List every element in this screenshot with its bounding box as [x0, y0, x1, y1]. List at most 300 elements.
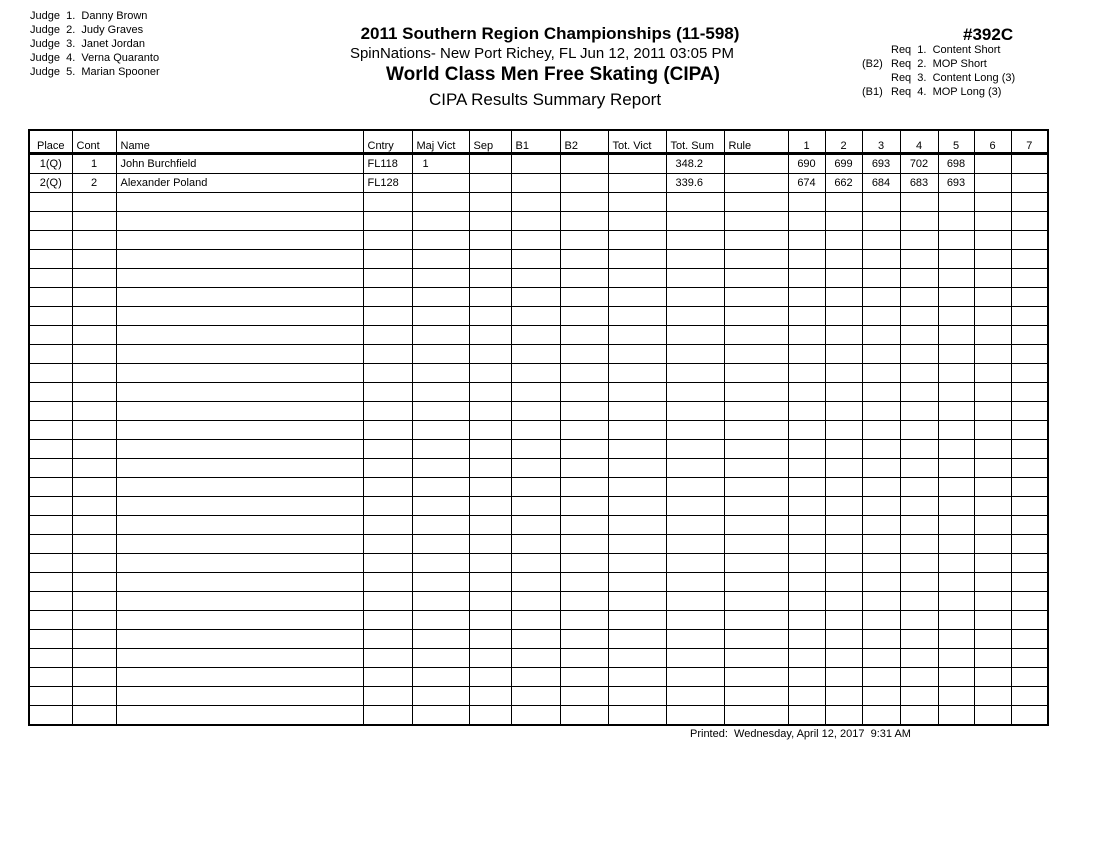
cell-cntry: FL128 — [363, 174, 412, 193]
empty-table-row — [29, 440, 1048, 459]
cell-judge-2: 699 — [825, 154, 862, 174]
venue-line: SpinNations- New Port Richey, FL Jun 12, 2011 03:05 PM — [349, 45, 735, 62]
empty-cell — [724, 212, 788, 231]
requirement-prefix: (B2) — [862, 58, 883, 70]
empty-cell — [363, 649, 412, 668]
empty-cell — [724, 440, 788, 459]
empty-cell — [511, 193, 560, 212]
empty-cell — [666, 440, 724, 459]
empty-cell — [724, 459, 788, 478]
empty-cell — [29, 706, 72, 726]
empty-cell — [608, 364, 666, 383]
empty-table-row — [29, 630, 1048, 649]
empty-cell — [1011, 649, 1048, 668]
empty-cell — [862, 554, 900, 573]
empty-cell — [560, 269, 608, 288]
judge-name: Janet Jordan — [81, 38, 145, 50]
empty-cell — [666, 212, 724, 231]
empty-cell — [363, 250, 412, 269]
empty-table-row — [29, 478, 1048, 497]
empty-cell — [469, 592, 511, 611]
empty-cell — [788, 345, 825, 364]
empty-cell — [1011, 250, 1048, 269]
empty-cell — [469, 345, 511, 364]
empty-cell — [788, 402, 825, 421]
empty-cell — [788, 440, 825, 459]
empty-cell — [29, 193, 72, 212]
cell-b1 — [511, 154, 560, 174]
empty-cell — [469, 212, 511, 231]
empty-cell — [938, 193, 974, 212]
empty-cell — [938, 307, 974, 326]
empty-cell — [469, 649, 511, 668]
col-header-judge-3: 3 — [862, 130, 900, 154]
empty-cell — [116, 421, 363, 440]
empty-cell — [1011, 535, 1048, 554]
empty-cell — [608, 288, 666, 307]
empty-cell — [938, 516, 974, 535]
empty-cell — [724, 402, 788, 421]
empty-cell — [825, 231, 862, 250]
empty-cell — [974, 497, 1011, 516]
cell-b2 — [560, 154, 608, 174]
empty-cell — [1011, 592, 1048, 611]
empty-cell — [938, 364, 974, 383]
empty-cell — [72, 288, 116, 307]
empty-cell — [469, 478, 511, 497]
empty-cell — [666, 231, 724, 250]
empty-cell — [608, 193, 666, 212]
empty-cell — [511, 573, 560, 592]
empty-cell — [363, 516, 412, 535]
empty-cell — [724, 288, 788, 307]
empty-cell — [724, 611, 788, 630]
empty-cell — [938, 687, 974, 706]
empty-cell — [825, 250, 862, 269]
empty-cell — [363, 497, 412, 516]
empty-table-row — [29, 554, 1048, 573]
empty-cell — [560, 687, 608, 706]
empty-cell — [862, 573, 900, 592]
empty-cell — [1011, 497, 1048, 516]
empty-cell — [608, 307, 666, 326]
col-header-b1: B1 — [511, 130, 560, 154]
requirement-label: Req 1. Content Short — [891, 44, 1001, 56]
empty-cell — [412, 440, 469, 459]
empty-table-row — [29, 288, 1048, 307]
judge-name: Marian Spooner — [81, 66, 160, 78]
empty-cell — [560, 592, 608, 611]
empty-cell — [666, 573, 724, 592]
empty-cell — [363, 535, 412, 554]
empty-cell — [412, 516, 469, 535]
empty-cell — [974, 478, 1011, 497]
empty-cell — [29, 459, 72, 478]
empty-cell — [862, 611, 900, 630]
empty-cell — [29, 440, 72, 459]
empty-cell — [511, 250, 560, 269]
empty-cell — [788, 649, 825, 668]
empty-cell — [974, 307, 1011, 326]
empty-cell — [608, 516, 666, 535]
empty-cell — [825, 630, 862, 649]
empty-cell — [412, 269, 469, 288]
judge-entry — [30, 23, 160, 37]
empty-cell — [469, 193, 511, 212]
empty-cell — [938, 421, 974, 440]
empty-cell — [900, 440, 938, 459]
empty-cell — [1011, 668, 1048, 687]
empty-cell — [511, 687, 560, 706]
empty-cell — [666, 307, 724, 326]
empty-cell — [1011, 269, 1048, 288]
empty-cell — [511, 706, 560, 726]
empty-cell — [72, 250, 116, 269]
col-header-tot-vict: Tot. Vict — [608, 130, 666, 154]
empty-cell — [560, 212, 608, 231]
empty-cell — [862, 687, 900, 706]
empty-cell — [29, 231, 72, 250]
empty-cell — [862, 212, 900, 231]
empty-table-row — [29, 345, 1048, 364]
empty-cell — [363, 459, 412, 478]
empty-cell — [412, 592, 469, 611]
empty-cell — [938, 250, 974, 269]
empty-cell — [560, 459, 608, 478]
empty-table-row — [29, 535, 1048, 554]
empty-cell — [862, 592, 900, 611]
col-header-sep: Sep — [469, 130, 511, 154]
empty-cell — [469, 668, 511, 687]
empty-cell — [363, 383, 412, 402]
cell-tot-vict — [608, 154, 666, 174]
empty-cell — [363, 288, 412, 307]
empty-cell — [511, 668, 560, 687]
empty-cell — [560, 193, 608, 212]
empty-cell — [511, 402, 560, 421]
empty-cell — [29, 649, 72, 668]
empty-cell — [412, 554, 469, 573]
cell-name: Alexander Poland — [116, 174, 363, 193]
empty-cell — [116, 611, 363, 630]
empty-cell — [1011, 611, 1048, 630]
empty-cell — [412, 459, 469, 478]
empty-cell — [560, 535, 608, 554]
empty-cell — [938, 592, 974, 611]
empty-cell — [560, 326, 608, 345]
empty-cell — [511, 649, 560, 668]
cell-b2 — [560, 174, 608, 193]
empty-cell — [29, 307, 72, 326]
empty-cell — [469, 535, 511, 554]
empty-cell — [862, 706, 900, 726]
empty-cell — [974, 554, 1011, 573]
empty-cell — [560, 649, 608, 668]
empty-table-row — [29, 193, 1048, 212]
empty-cell — [825, 364, 862, 383]
col-header-place: Place — [29, 130, 72, 154]
empty-cell — [938, 231, 974, 250]
empty-cell — [29, 383, 72, 402]
empty-cell — [825, 459, 862, 478]
empty-cell — [72, 630, 116, 649]
empty-cell — [29, 554, 72, 573]
empty-cell — [862, 383, 900, 402]
empty-cell — [825, 345, 862, 364]
empty-cell — [862, 307, 900, 326]
empty-cell — [788, 687, 825, 706]
empty-cell — [666, 478, 724, 497]
empty-cell — [412, 535, 469, 554]
empty-cell — [511, 630, 560, 649]
empty-cell — [788, 193, 825, 212]
empty-cell — [72, 421, 116, 440]
empty-cell — [560, 668, 608, 687]
empty-cell — [825, 649, 862, 668]
empty-cell — [412, 326, 469, 345]
empty-cell — [560, 383, 608, 402]
empty-cell — [608, 649, 666, 668]
empty-cell — [363, 402, 412, 421]
empty-cell — [29, 250, 72, 269]
empty-cell — [724, 478, 788, 497]
empty-cell — [72, 535, 116, 554]
empty-cell — [116, 478, 363, 497]
empty-cell — [900, 478, 938, 497]
empty-cell — [116, 250, 363, 269]
empty-cell — [412, 402, 469, 421]
empty-cell — [825, 497, 862, 516]
empty-cell — [1011, 193, 1048, 212]
empty-cell — [72, 193, 116, 212]
empty-cell — [825, 269, 862, 288]
empty-cell — [412, 193, 469, 212]
empty-cell — [116, 516, 363, 535]
empty-cell — [469, 554, 511, 573]
empty-cell — [974, 706, 1011, 726]
empty-cell — [825, 440, 862, 459]
empty-cell — [469, 459, 511, 478]
empty-cell — [560, 402, 608, 421]
empty-cell — [862, 288, 900, 307]
empty-cell — [363, 231, 412, 250]
empty-cell — [511, 592, 560, 611]
empty-cell — [72, 573, 116, 592]
empty-cell — [788, 573, 825, 592]
cell-maj-vict — [412, 174, 469, 193]
empty-cell — [29, 345, 72, 364]
empty-cell — [900, 402, 938, 421]
empty-cell — [900, 383, 938, 402]
empty-cell — [608, 630, 666, 649]
empty-cell — [974, 212, 1011, 231]
empty-cell — [938, 611, 974, 630]
empty-cell — [469, 497, 511, 516]
empty-cell — [825, 307, 862, 326]
empty-cell — [608, 611, 666, 630]
col-header-judge-1: 1 — [788, 130, 825, 154]
cell-judge-7 — [1011, 174, 1048, 193]
empty-cell — [724, 307, 788, 326]
empty-cell — [29, 535, 72, 554]
empty-cell — [724, 231, 788, 250]
empty-cell — [116, 687, 363, 706]
empty-cell — [511, 478, 560, 497]
empty-cell — [560, 630, 608, 649]
empty-cell — [862, 516, 900, 535]
empty-cell — [560, 345, 608, 364]
empty-cell — [788, 516, 825, 535]
empty-cell — [938, 212, 974, 231]
empty-cell — [469, 231, 511, 250]
cell-rule — [724, 154, 788, 174]
col-header-cntry: Cntry — [363, 130, 412, 154]
empty-cell — [862, 535, 900, 554]
empty-cell — [1011, 687, 1048, 706]
empty-cell — [974, 687, 1011, 706]
empty-cell — [560, 440, 608, 459]
empty-cell — [560, 307, 608, 326]
empty-cell — [29, 212, 72, 231]
empty-cell — [412, 630, 469, 649]
empty-cell — [900, 250, 938, 269]
empty-cell — [825, 212, 862, 231]
empty-cell — [938, 497, 974, 516]
empty-cell — [1011, 212, 1048, 231]
requirement-label: Req 4. MOP Long (3) — [891, 86, 1002, 98]
empty-table-row — [29, 364, 1048, 383]
empty-cell — [974, 611, 1011, 630]
col-header-maj-vict: Maj Vict — [412, 130, 469, 154]
empty-cell — [116, 535, 363, 554]
empty-cell — [363, 573, 412, 592]
empty-cell — [72, 554, 116, 573]
empty-cell — [938, 345, 974, 364]
empty-table-row — [29, 459, 1048, 478]
empty-cell — [900, 212, 938, 231]
empty-cell — [666, 326, 724, 345]
empty-cell — [825, 288, 862, 307]
empty-table-row — [29, 592, 1048, 611]
empty-cell — [900, 630, 938, 649]
empty-cell — [29, 611, 72, 630]
empty-cell — [72, 364, 116, 383]
empty-cell — [825, 402, 862, 421]
empty-cell — [724, 497, 788, 516]
empty-cell — [974, 440, 1011, 459]
printed-timestamp: Printed: Wednesday, April 12, 2017 9:31 AM — [690, 728, 911, 740]
empty-cell — [29, 478, 72, 497]
cell-cntry: FL118 — [363, 154, 412, 174]
empty-cell — [825, 611, 862, 630]
cell-cont: 1 — [72, 154, 116, 174]
empty-cell — [1011, 307, 1048, 326]
empty-cell — [900, 687, 938, 706]
requirement-entry — [862, 43, 1015, 57]
empty-table-row — [29, 212, 1048, 231]
empty-cell — [608, 383, 666, 402]
empty-cell — [116, 364, 363, 383]
empty-cell — [974, 573, 1011, 592]
empty-cell — [608, 440, 666, 459]
empty-cell — [666, 193, 724, 212]
empty-cell — [788, 535, 825, 554]
empty-cell — [724, 326, 788, 345]
empty-cell — [666, 364, 724, 383]
table-row — [29, 154, 1048, 174]
empty-cell — [666, 459, 724, 478]
empty-cell — [938, 649, 974, 668]
empty-cell — [72, 345, 116, 364]
empty-cell — [666, 706, 724, 726]
empty-cell — [1011, 345, 1048, 364]
cell-place: 1(Q) — [29, 154, 72, 174]
cell-tot-vict — [608, 174, 666, 193]
empty-cell — [511, 459, 560, 478]
report-name: CIPA Results Summary Report — [428, 90, 662, 109]
col-header-judge-5: 5 — [938, 130, 974, 154]
empty-cell — [938, 440, 974, 459]
empty-cell — [560, 554, 608, 573]
empty-cell — [511, 364, 560, 383]
empty-cell — [900, 269, 938, 288]
empty-table-row — [29, 307, 1048, 326]
empty-cell — [469, 630, 511, 649]
cell-tot-sum: 339.6 — [666, 174, 724, 193]
empty-cell — [862, 440, 900, 459]
empty-cell — [608, 269, 666, 288]
judge-entry — [30, 37, 160, 51]
empty-cell — [72, 668, 116, 687]
empty-cell — [1011, 421, 1048, 440]
empty-cell — [938, 630, 974, 649]
empty-cell — [511, 326, 560, 345]
empty-cell — [116, 383, 363, 402]
col-header-name: Name — [116, 130, 363, 154]
col-header-judge-2: 2 — [825, 130, 862, 154]
empty-cell — [412, 668, 469, 687]
empty-cell — [469, 573, 511, 592]
empty-cell — [608, 573, 666, 592]
empty-cell — [724, 421, 788, 440]
cell-judge-7 — [1011, 154, 1048, 174]
empty-cell — [862, 459, 900, 478]
empty-cell — [825, 478, 862, 497]
empty-cell — [29, 592, 72, 611]
empty-cell — [724, 193, 788, 212]
empty-cell — [511, 345, 560, 364]
empty-cell — [788, 212, 825, 231]
empty-cell — [29, 516, 72, 535]
empty-cell — [1011, 364, 1048, 383]
empty-cell — [363, 668, 412, 687]
empty-cell — [29, 687, 72, 706]
empty-cell — [412, 250, 469, 269]
empty-table-row — [29, 326, 1048, 345]
empty-cell — [29, 402, 72, 421]
empty-cell — [900, 231, 938, 250]
empty-cell — [511, 288, 560, 307]
empty-cell — [724, 554, 788, 573]
empty-cell — [974, 345, 1011, 364]
empty-cell — [560, 231, 608, 250]
empty-cell — [900, 706, 938, 726]
empty-cell — [29, 269, 72, 288]
empty-table-row — [29, 402, 1048, 421]
empty-cell — [862, 649, 900, 668]
empty-cell — [608, 326, 666, 345]
empty-cell — [825, 326, 862, 345]
